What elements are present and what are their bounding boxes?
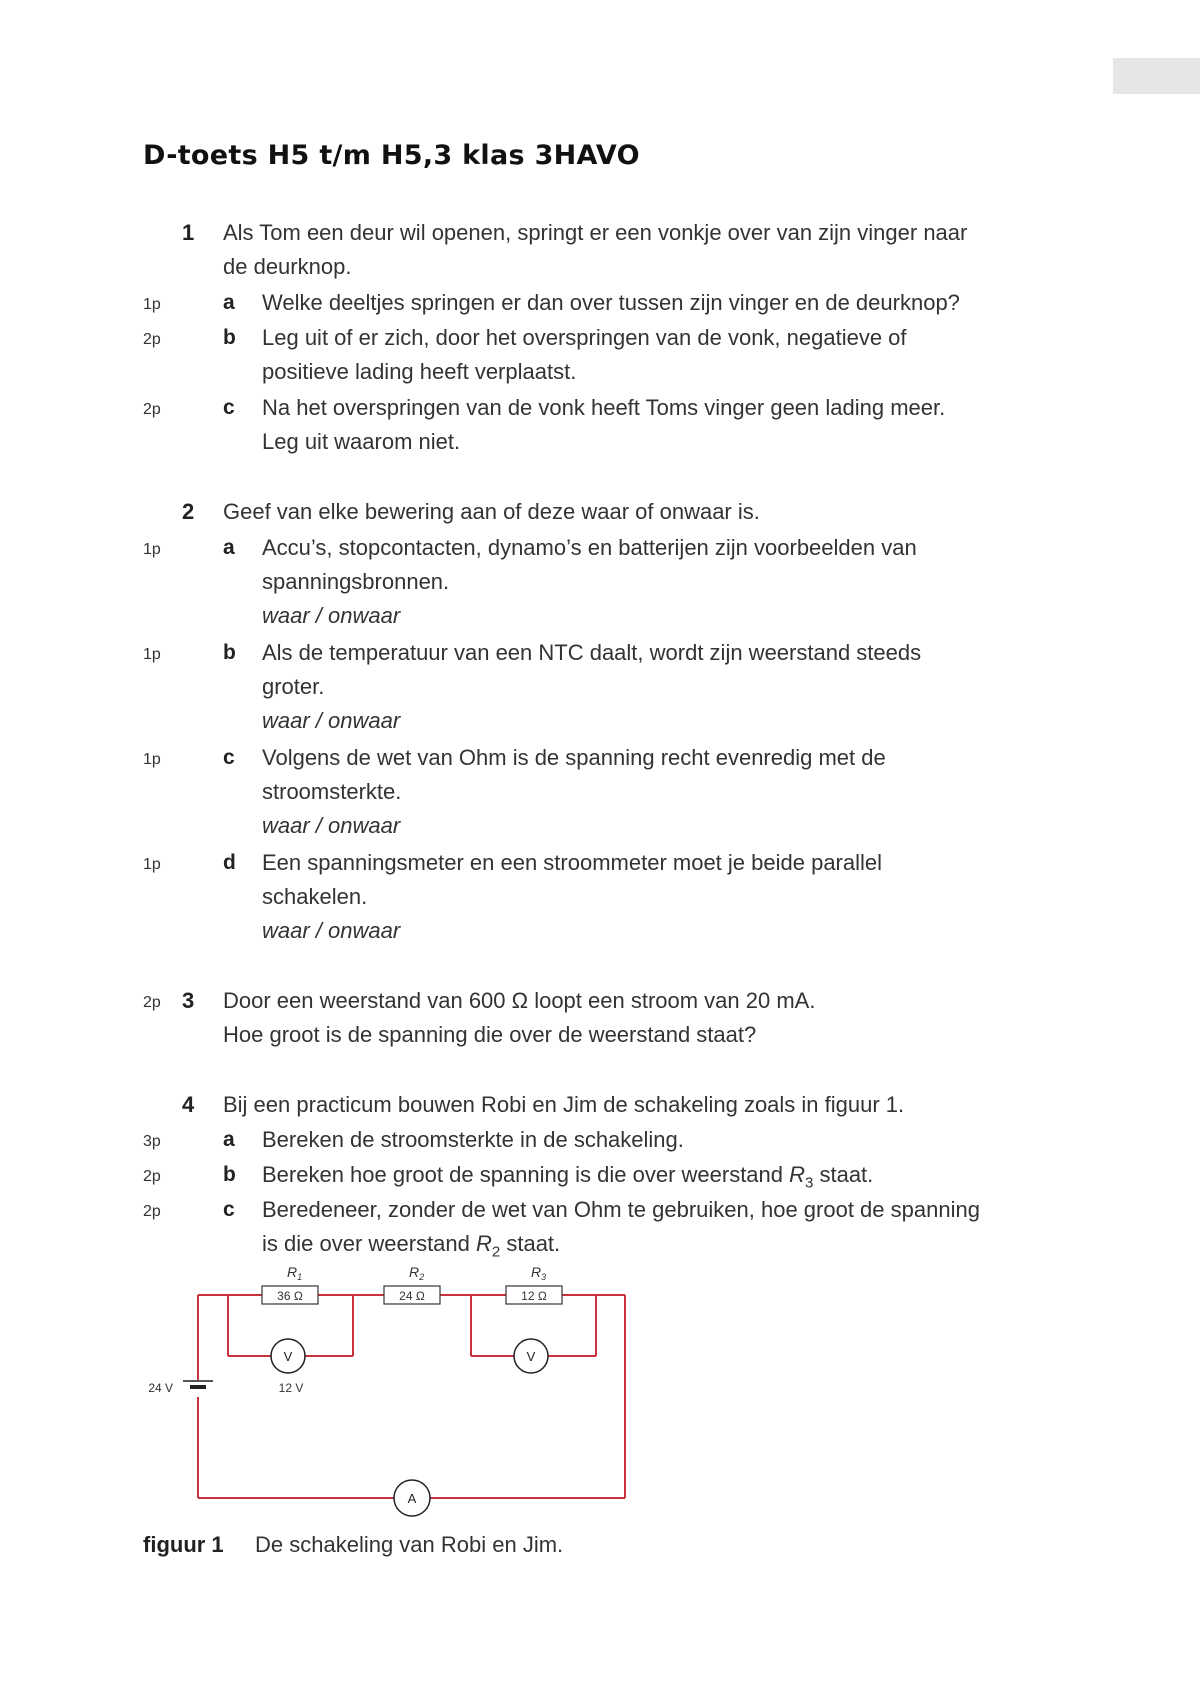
q4a-letter: a [223,1128,235,1151]
question-4-stem: Bij een practicum bouwen Robi en Jim de schakeling zoals in figuur 1. [223,1092,905,1117]
q4b-text-post: staat. [813,1162,874,1187]
question-4-number: 4 [182,1092,195,1117]
question-2-number: 2 [182,499,195,524]
q1a-points: 1p [143,296,161,313]
q4b-text-pre: Bereken hoe groot de spanning is die over weerstand [262,1162,790,1187]
q2d-answer-choice: waar / onwaar [262,918,401,943]
q4c-text-pre: is die over weerstand [262,1231,476,1256]
q1a-text: Welke deeltjes springen er dan over tussen zijn vinger en de deurknop? [262,290,960,315]
q4a-text: Bereken de stroomsterkte in de schakeling. [262,1127,684,1152]
q4a-points: 3p [143,1133,161,1150]
question-1-number: 1 [182,220,195,245]
r2-value: 24 Ω [399,1289,425,1303]
q2a-points: 1p [143,541,161,558]
source-voltage: 24 V [148,1381,173,1395]
q4b-letter: b [223,1163,236,1186]
q2c-answer-choice: waar / onwaar [262,813,401,838]
q1c-text-line1: Na het overspringen van de vonk heeft Toms vinger geen lading meer. [262,395,946,420]
question-3-number: 3 [182,988,195,1013]
q2c-letter: c [223,746,235,769]
r1-value: 36 Ω [277,1289,303,1303]
q4b-sub: 3 [805,1174,814,1192]
q2d-letter: d [223,851,236,874]
q4c-text-line1: Beredeneer, zonder de wet van Ohm te gebruiken, hoe groot de spanning [262,1197,980,1222]
q4c-text-post: staat. [500,1231,561,1256]
q1b-text-line1: Leg uit of er zich, door het overspringen van de vonk, negatieve of [262,325,907,350]
q4c-sub: 2 [491,1243,501,1261]
q2c-text-line2: stroomsterkte. [262,779,402,804]
q2b-answer-choice: waar / onwaar [262,708,401,733]
q2b-letter: b [223,641,236,664]
voltmeter-1-symbol: V [283,1349,293,1364]
figure-caption-label: figuur 1 [143,1532,224,1557]
q2d-text-line2: schakelen. [262,884,368,909]
q1a-letter: a [223,291,235,314]
q2a-text-line2: spanningsbronnen. [262,569,450,594]
r1-label: $R_1$ [287,1264,303,1282]
question-2-stem: Geef van elke bewering aan of deze waar of onwaar is. [223,499,760,524]
question-1-stem-line1: Als Tom een deur wil openen, springt er een vonkje over van zijn vinger naar [223,220,968,245]
q4b-text [262,1160,873,1198]
r3-value: 12 Ω [521,1289,547,1303]
q4c-var: R [476,1231,492,1256]
q1c-letter: c [223,396,235,419]
q2b-points: 1p [143,646,161,663]
q2b-text-line2: groter. [262,674,325,699]
figure-caption-text: De schakeling van Robi en Jim. [255,1532,564,1557]
page-title: D-toets H5 t/m H5,3 klas 3HAVO [143,140,640,171]
r3-label: $R_3$ [531,1264,547,1282]
q1b-points: 2p [143,331,161,348]
question-3-line2: Hoe groot is de spanning die over de weerstand staat? [223,1022,757,1047]
q2a-text-line1: Accu’s, stopcontacten, dynamo’s en batterijen zijn voorbeelden van [262,535,917,560]
q2a-letter: a [223,536,235,559]
q2c-text-line1: Volgens de wet van Ohm is de spanning recht evenredig met de [262,745,886,770]
q1c-text-line2: Leg uit waarom niet. [262,429,461,454]
circuit-wires [198,1295,625,1498]
q1c-points: 2p [143,401,161,418]
q4b-var: R [789,1162,806,1187]
q4b-points: 2p [143,1168,161,1185]
q1b-letter: b [223,326,236,349]
q1b-text-line2: positieve lading heeft verplaatst. [262,359,577,384]
ammeter-symbol: A [407,1491,417,1506]
q4c-points: 2p [143,1203,161,1220]
page-corner-tab [1113,58,1200,94]
voltmeter-1-reading: 12 V [278,1381,304,1395]
q3-points: 2p [143,994,161,1011]
r2-label: $R_2$ [409,1264,425,1282]
q2c-points: 1p [143,751,161,768]
question-1-stem-line2: de deurknop. [223,254,352,279]
voltmeter-2-symbol: V [526,1349,536,1364]
circuit-diagram [130,1255,650,1525]
q2a-answer-choice: waar / onwaar [262,603,401,628]
q2d-text-line1: Een spanningsmeter en een stroommeter moet je beide parallel [262,850,883,875]
q2d-points: 1p [143,856,161,873]
q2b-text-line1: Als de temperatuur van een NTC daalt, wordt zijn weerstand steeds [262,640,922,665]
q4c-letter: c [223,1198,235,1221]
question-3-line1: Door een weerstand van 600 Ω loopt een stroom van 20 mA. [223,988,816,1013]
